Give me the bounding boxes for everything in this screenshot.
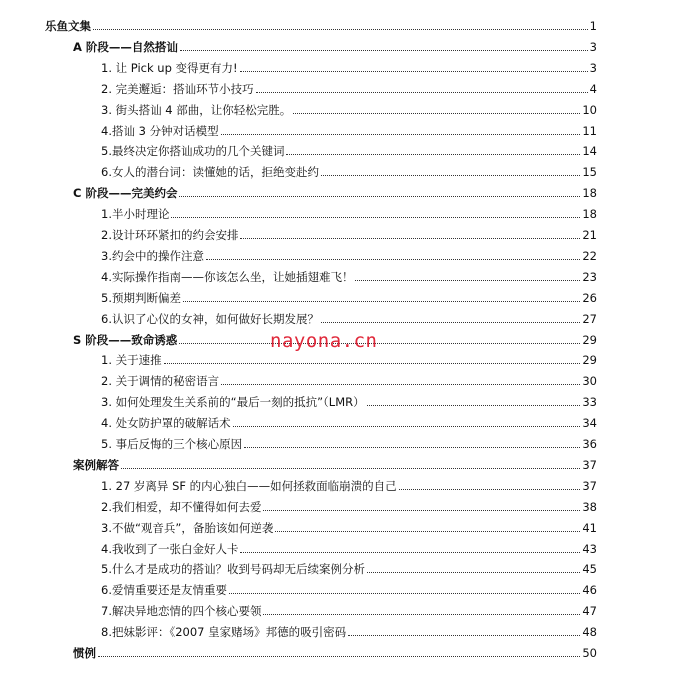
toc-entry-page: 47	[582, 604, 597, 619]
toc-entry[interactable]	[101, 161, 597, 179]
toc-entry-page: 21	[582, 228, 597, 242]
toc-entry-title: 2. 完美邂逅：搭讪环节小技巧	[101, 81, 254, 96]
toc-entry-page: 38	[582, 499, 597, 514]
toc-entry[interactable]	[101, 391, 597, 409]
dot-leader	[206, 259, 580, 260]
toc-entry-title: 乐鱼文集	[45, 19, 91, 33]
toc-entry-title: 5.最终决定你搭讪成功的几个关键词	[101, 144, 285, 159]
toc-entry-page: 37	[582, 457, 597, 472]
toc-entry-title: 5.预期判断偏差	[101, 290, 181, 305]
toc-entry-title: 4.实际操作指南——你该怎么坐，让她插翅难飞！	[101, 269, 354, 284]
toc-entry[interactable]	[101, 370, 597, 388]
toc-entry-page: 26	[582, 290, 597, 305]
toc-entry-title: 1. 让 Pick up 变得更有力!	[101, 60, 238, 75]
watermark: nayona.cn	[270, 330, 378, 352]
toc-entry-page: 41	[582, 520, 597, 535]
toc-entry-title: 5.什么才是成功的搭讪？收到号码却无后续案例分析	[101, 562, 365, 577]
dot-leader	[183, 301, 580, 302]
toc-entry[interactable]	[101, 308, 597, 326]
toc-entry-page: 30	[582, 374, 597, 389]
toc-entry[interactable]	[101, 224, 597, 242]
toc-entry-title: 3.约会中的操作注意	[101, 248, 204, 263]
toc-entry-title: 4. 处女防护罩的破解话术	[101, 416, 231, 431]
toc-entry[interactable]	[101, 349, 597, 367]
toc-entry[interactable]	[73, 36, 597, 54]
toc-entry-page: 36	[582, 437, 597, 451]
toc-entry[interactable]	[101, 99, 597, 117]
toc-entry-title: 3.不做“观音兵”，备胎该如何逆袭	[101, 520, 274, 535]
dot-leader	[256, 92, 588, 93]
toc-entry-page: 33	[582, 395, 597, 410]
toc-entry[interactable]	[101, 496, 597, 514]
toc-entry-page: 43	[582, 541, 597, 556]
toc-entry[interactable]	[101, 140, 597, 158]
dot-leader	[164, 363, 581, 364]
toc-entry[interactable]	[101, 621, 597, 639]
toc-entry[interactable]	[101, 245, 597, 263]
toc-entry[interactable]	[45, 15, 597, 33]
dot-leader	[233, 426, 581, 427]
toc-entry[interactable]	[101, 78, 597, 96]
dot-leader	[321, 322, 580, 323]
dot-leader	[240, 552, 580, 553]
toc-entry-page: 1	[589, 19, 597, 33]
toc-entry-title: S 阶段——致命诱惑	[73, 332, 178, 347]
toc-entry-page: 18	[582, 186, 597, 201]
toc-entry-title: 6.爱情重要还是友情重要	[101, 583, 227, 598]
dot-leader	[171, 217, 580, 218]
toc-entry-page: 18	[582, 207, 597, 222]
toc-entry-page: 3	[589, 60, 597, 75]
dot-leader	[179, 343, 580, 344]
toc-entry-page: 4	[589, 81, 597, 96]
toc-entry-page: 29	[582, 332, 597, 347]
toc-entry[interactable]	[101, 475, 597, 493]
dot-leader	[121, 468, 580, 469]
toc-entry-title: 案例解答	[73, 457, 119, 472]
toc-entry[interactable]	[73, 454, 597, 472]
toc-entry-title: 4.我收到了一张白金好人卡	[101, 541, 239, 556]
toc-entry-title: 6.女人的潜台词：读懂她的话，拒绝变赴约	[101, 165, 319, 180]
toc-entry-page: 29	[582, 353, 597, 368]
dot-leader	[179, 196, 580, 197]
toc-entry-title: A 阶段——自然搭讪	[73, 39, 178, 54]
toc-entry-page: 3	[589, 39, 597, 54]
toc-entry[interactable]	[73, 642, 597, 660]
toc-entry-page: 15	[582, 165, 597, 180]
toc-entry-page: 46	[582, 583, 597, 598]
dot-leader	[244, 447, 580, 448]
toc-entry[interactable]	[101, 412, 597, 430]
toc-entry-page: 34	[582, 416, 597, 431]
toc-entry[interactable]	[101, 266, 597, 284]
toc-entry-page: 48	[582, 625, 597, 640]
toc-entry[interactable]	[101, 57, 597, 75]
toc-entry-title: 8.把妹影评：《2007 皇家赌场》邦德的吸引密码	[101, 625, 347, 640]
toc-entry-title: 5. 事后反悔的三个核心原因	[101, 437, 243, 451]
toc-entry-page: 22	[582, 248, 597, 263]
toc-entry[interactable]	[101, 433, 597, 451]
dot-leader	[293, 113, 580, 114]
toc-entry-title: 7.解决异地恋情的四个核心要领	[101, 604, 262, 619]
dot-leader	[221, 384, 580, 385]
toc-entry[interactable]	[101, 120, 597, 138]
toc-entry-title: 2.设计环环紧扣的约会安排	[101, 228, 239, 242]
toc-entry-title: 3. 如何处理发生关系前的“最后一刻的抵抗”（LMR）	[101, 395, 365, 410]
toc-entry-title: 4.搭讪 3 分钟对话模型	[101, 123, 219, 138]
dot-leader	[263, 614, 580, 615]
dot-leader	[98, 656, 580, 657]
dot-leader	[321, 175, 580, 176]
toc-entry-page: 50	[582, 646, 597, 660]
dot-leader	[93, 29, 588, 30]
dot-leader	[275, 531, 580, 532]
toc-entry-page: 27	[582, 311, 597, 326]
toc-entry[interactable]	[101, 558, 597, 576]
toc-entry-page: 14	[582, 144, 597, 159]
dot-leader	[229, 593, 580, 594]
toc-entry-page: 11	[582, 123, 597, 138]
toc-entry[interactable]	[101, 600, 597, 618]
dot-leader	[240, 71, 588, 72]
dot-leader	[221, 134, 581, 135]
dot-leader	[180, 50, 588, 51]
dot-leader	[240, 238, 580, 239]
toc-entry-title: C 阶段——完美约会	[73, 186, 178, 201]
toc-entry-title: 1.半小时理论	[101, 207, 170, 222]
toc-entry-title: 1. 关于速推	[101, 353, 162, 368]
dot-leader	[348, 635, 580, 636]
toc-entry[interactable]	[101, 203, 597, 221]
toc-entry-title: 1. 27 岁离异 SF 的内心独白——如何拯救面临崩溃的自己	[101, 478, 397, 493]
toc-entry-title: 6.认识了心仪的女神，如何做好长期发展？	[101, 311, 319, 326]
dot-leader	[367, 572, 580, 573]
toc-entry-title: 2. 关于调情的秘密语言	[101, 374, 220, 389]
toc-entry-page: 10	[582, 102, 597, 117]
dot-leader	[355, 280, 580, 281]
dot-leader	[263, 510, 580, 511]
toc-entry[interactable]	[101, 538, 597, 556]
toc-entry[interactable]	[101, 517, 597, 535]
dot-leader	[286, 154, 580, 155]
dot-leader	[367, 405, 581, 406]
dot-leader	[399, 489, 581, 490]
toc-entry-page: 23	[582, 269, 597, 284]
toc-entry-title: 3. 街头搭讪 4 部曲，让你轻松完胜。	[101, 102, 292, 117]
toc-entry-title: 惯例	[73, 646, 96, 660]
toc-entry-page: 37	[582, 478, 597, 493]
toc-entry[interactable]	[101, 579, 597, 597]
toc-entry[interactable]	[101, 287, 597, 305]
toc-entry[interactable]	[73, 182, 597, 200]
toc-entry-page: 45	[582, 562, 597, 577]
toc-entry-title: 2.我们相爱，却不懂得如何去爱	[101, 499, 262, 514]
